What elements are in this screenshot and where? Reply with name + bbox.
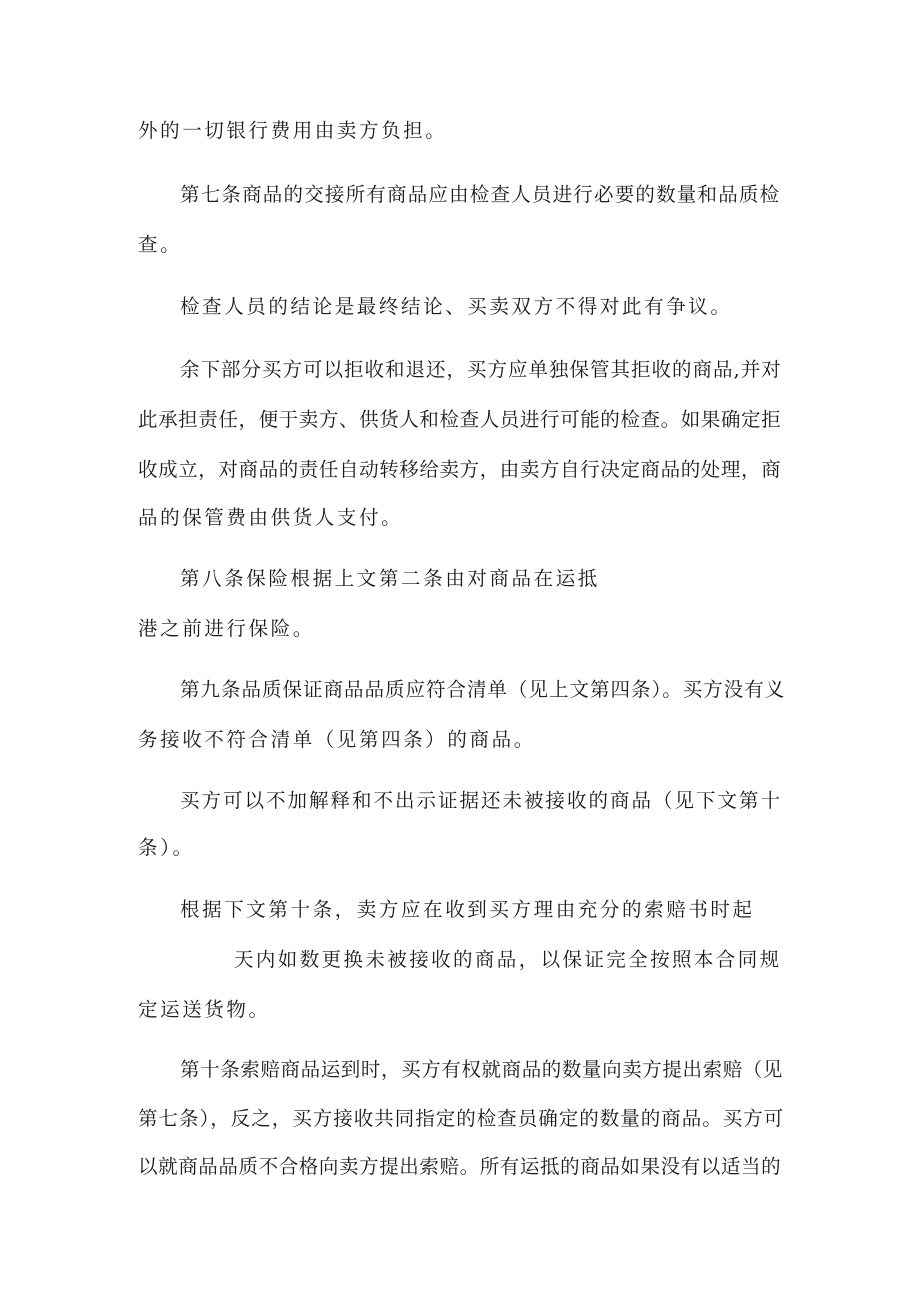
text-line: 买方可以不加解释和不出示证据还未被接收的商品（见下文第十 (180, 789, 783, 812)
text-line: 检查人员的结论是最终结论、买卖双方不得对此有争议。 (180, 295, 733, 318)
text-line: 外的一切银行费用由卖方负担。 (138, 119, 448, 142)
text-line: 以就商品品质不合格向卖方提出索赔。所有运抵的商品如果没有以适当的 (138, 1155, 782, 1178)
text-line: 条）。 (138, 836, 195, 859)
text-line: 第八条保险根据上文第二条由对商品在运抵 (180, 567, 600, 590)
text-line: 第九条品质保证商品品质应符合清单（见上文第四条）。买方没有义 (180, 678, 786, 701)
text-line: 务接收不符合清单（见第四条）的商品。 (138, 728, 536, 751)
text-line: 第七条），反之，买方接收共同指定的检查员确定的数量的商品。买方可 (138, 1107, 785, 1130)
text-line: 品的保管费由供货人支付。 (138, 506, 404, 529)
text-line: 查。 (138, 233, 183, 256)
text-line: 收成立，对商品的责任自动转移给卖方，由卖方自行决定商品的处理，商 (138, 458, 782, 481)
text-line: 定运送货物。 (138, 998, 271, 1021)
text-line: 港之前进行保险。 (138, 617, 315, 640)
text-line: 第七条商品的交接所有商品应由检查人员进行必要的数量和品质检 (180, 183, 781, 206)
text-line: 余下部分买方可以拒收和退还，买方应单独保管其拒收的商品,并对 (180, 358, 782, 381)
text-line: 根据下文第十条，卖方应在收到买方理由充分的索赔书时起 (180, 898, 755, 921)
text-line: 此承担责任，便于卖方、供货人和检查人员进行可能的检查。如果确定拒 (138, 408, 782, 431)
text-line: 天内如数更换未被接收的商品，以保证完全按照本合同规 (234, 948, 782, 971)
text-line: 第十条索赔商品运到时，买方有权就商品的数量向卖方提出索赔（见 (180, 1058, 784, 1081)
